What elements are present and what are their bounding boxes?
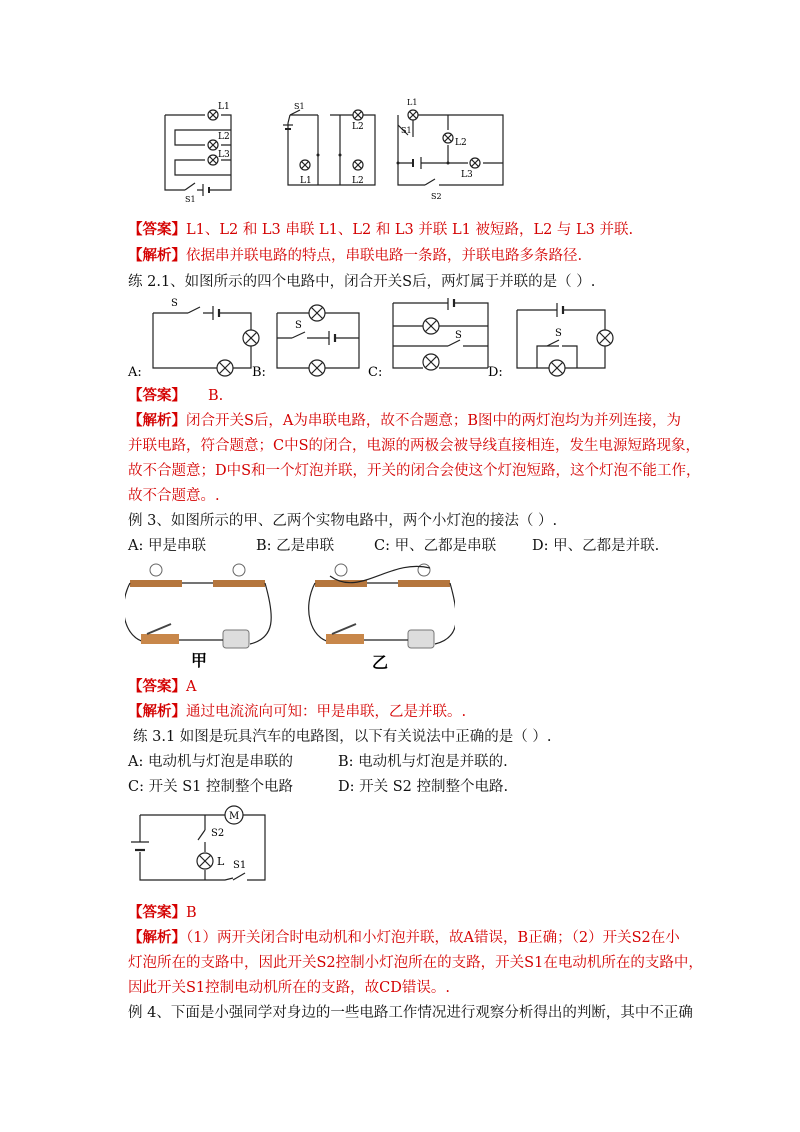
explanation-text: 依据串并联电路的特点，串联电路一条路，并联电路多条路径. (186, 248, 583, 264)
answer-text: A (186, 679, 197, 695)
explanation-line-3: 故不合题意；D中S和一个灯泡并联，开关的闭合会使这个灯泡短路，这个灯泡不能工作， (128, 463, 701, 479)
answer-tag: 【答案】 (128, 221, 186, 238)
answer-tag: 【答案】 (128, 904, 186, 921)
question-3-1-options-cd (128, 777, 508, 797)
explanation-tag: 【解析】 (128, 703, 186, 720)
label-l1: L1 (407, 98, 418, 107)
switch-label: S (455, 330, 462, 341)
explanation-line-1: 闭合开关S后，A为串联电路，故不合题意；B图中的两灯泡均为并列连接，为 (186, 413, 682, 429)
figure-circuits-l1-l2-l3 (155, 95, 530, 220)
question-3-1: 练 3.1 如图是玩具汽车的电路图，以下有关说法中正确的是（ ）. (133, 729, 552, 745)
circuit-2 (283, 102, 375, 186)
label-l3: L3 (461, 170, 473, 180)
explanation-text: 通过电流流向可知：甲是串联，乙是并联。. (186, 704, 467, 720)
option-d: D: 开关 S2 控制整个电路. (338, 779, 509, 795)
option-c: C: 开关 S1 控制整个电路 (128, 779, 293, 795)
label-yi: 乙 (372, 653, 389, 672)
lamp-icon (197, 853, 213, 869)
physical-circuit-jia (125, 564, 271, 670)
explanation-block-1 (128, 246, 582, 266)
label-jia: 甲 (191, 651, 208, 670)
figure-toy-car-circuit (125, 800, 285, 895)
switch-label: S (171, 298, 178, 309)
question-2-1: 练 2.1、如图所示的四个电路中，闭合开关S后，两灯属于并联的是（ ）. (128, 274, 596, 290)
motor-label: M (229, 811, 240, 822)
switch-s1-label: S1 (233, 860, 247, 871)
explanation-block-2-1 (128, 411, 681, 431)
answer-text: L1、L2 和 L3 串联 L1、L2 和 L3 并联 L1 被短路，L2 与 L3 并联. (186, 222, 634, 238)
circuit-3 (397, 98, 504, 201)
label-l1: L1 (300, 176, 312, 186)
circuit-d (517, 303, 613, 376)
question-3: 例 3、如图所示的甲、乙两个实物电路中，两个小灯泡的接法（ ）. (128, 513, 558, 529)
answer-block-3 (128, 677, 196, 697)
label-l1: L1 (218, 102, 230, 112)
label-s1: S1 (401, 126, 412, 135)
option-c: C: 甲、乙都是串联 (374, 538, 497, 554)
option-b: B: 乙是串联 (256, 538, 335, 554)
figure-circuits-abcd (125, 298, 645, 383)
label-s2: S2 (431, 192, 442, 201)
question-3-options (128, 536, 659, 556)
explanation-tag: 【解析】 (128, 929, 186, 946)
answer-tag: 【答案】 (128, 387, 186, 404)
explanation-block-3 (128, 702, 466, 722)
answer-text: B. (208, 388, 224, 404)
option-a: A: 甲是串联 (128, 538, 206, 554)
circuit-b (277, 305, 359, 376)
option-b: B: 电动机与灯泡是并联的. (338, 754, 508, 770)
explanation-block-3-1 (128, 928, 680, 948)
label-l2: L2 (455, 138, 467, 148)
switch-label: S (295, 320, 302, 331)
explanation-line-2: 并联电路，符合题意；C中S的闭合，电源的两极会被导线直接相连，发生电源短路现象， (128, 438, 701, 454)
label-l2: L2 (352, 122, 364, 132)
option-d-label: D: (488, 365, 503, 380)
explanation-line-1: （1）两开关闭合时电动机和小灯泡并联，故A错误，B正确；（2）开关S2在小 (186, 930, 680, 946)
option-c-label: C: (368, 365, 383, 380)
option-d: D: 甲、乙都是并联. (532, 538, 660, 554)
switch-s2-label: S2 (211, 828, 225, 839)
explanation-line-3: 因此开关S1控制电动机所在的支路，故CD错误。. (128, 980, 450, 996)
label-l3: L3 (218, 150, 230, 160)
answer-block-1 (128, 220, 633, 240)
label-l3: L2 (352, 176, 364, 186)
option-b-label: B: (252, 365, 266, 380)
label-s1: S1 (294, 102, 305, 111)
question-3-1-options-ab (128, 752, 508, 772)
question-4: 例 4、下面是小强同学对身边的一些电路工作情况进行观察分析得出的判断，其中不正确 (128, 1005, 693, 1021)
circuit-a (153, 298, 259, 376)
lamp-l-label: L (217, 855, 225, 868)
answer-block-2-1 (128, 386, 223, 406)
circuit-1 (165, 102, 231, 204)
physical-circuit-yi (309, 564, 455, 672)
label-s1: S1 (185, 195, 196, 204)
explanation-line-4: 故不合题意。. (128, 488, 220, 504)
option-a: A: 电动机与灯泡是串联的 (128, 754, 293, 770)
answer-text: B (186, 905, 197, 921)
option-a-label: A: (128, 365, 142, 380)
answer-tag: 【答案】 (128, 678, 186, 695)
answer-block-3-1 (128, 903, 197, 923)
explanation-line-2: 灯泡所在的支路中，因此开关S2控制小灯泡所在的支路，开关S1在电动机所在的支路中， (128, 955, 703, 971)
label-l2: L2 (218, 132, 230, 142)
explanation-tag: 【解析】 (128, 247, 186, 264)
figure-physical-circuits (125, 558, 455, 673)
switch-label: S (555, 328, 562, 339)
circuit-c (393, 298, 488, 370)
explanation-tag: 【解析】 (128, 412, 186, 429)
